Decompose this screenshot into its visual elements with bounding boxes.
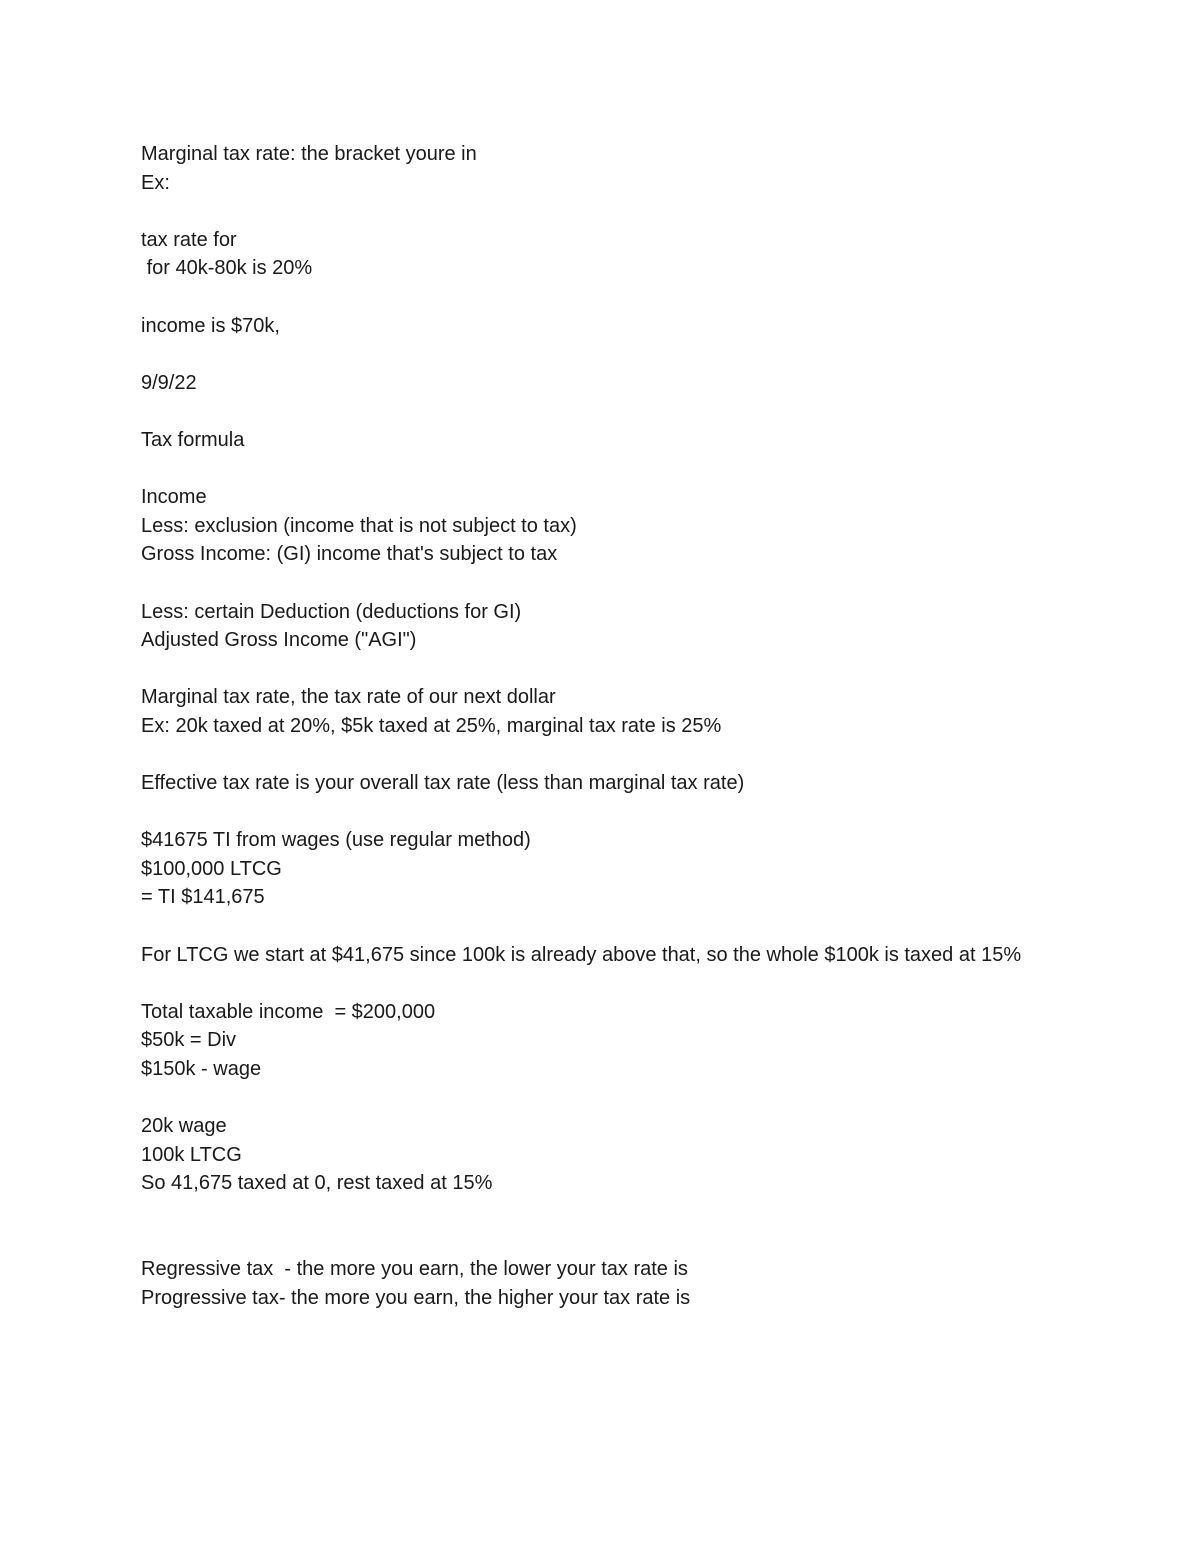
blank-line xyxy=(141,655,1061,684)
blank-line xyxy=(141,283,1061,312)
document-body xyxy=(141,140,1061,1312)
blank-line xyxy=(141,455,1061,484)
text-line-bracket-range: for 40k-80k is 20% xyxy=(141,257,313,280)
text-line-dividend: $50k = Div xyxy=(141,1029,237,1052)
text-line-date: 9/9/22 xyxy=(141,371,197,394)
text-line-ti-wages: $41675 TI from wages (use regular method) xyxy=(141,829,531,852)
text-line-income-70k: income is $70k, xyxy=(141,314,280,337)
blank-line xyxy=(141,197,1061,226)
text-line-gross-income: Gross Income: (GI) income that's subject to tax xyxy=(141,543,558,566)
blank-line xyxy=(141,340,1061,369)
text-line-less-exclusion: Less: exclusion (income that is not subject to tax) xyxy=(141,514,577,537)
blank-line xyxy=(141,397,1061,426)
text-line-marginal-next-dollar: Marginal tax rate, the tax rate of our next dollar xyxy=(141,686,556,709)
blank-line xyxy=(141,969,1061,998)
text-line-income: Income xyxy=(141,486,207,509)
text-line-agi: Adjusted Gross Income ("AGI") xyxy=(141,629,417,652)
text-line-progressive-tax: Progressive tax- the more you earn, the higher your tax rate is xyxy=(141,1286,691,1309)
blank-line xyxy=(141,912,1061,941)
text-line-ex: Ex: xyxy=(141,171,170,194)
text-line-taxed-at-zero: So 41,675 taxed at 0, rest taxed at 15% xyxy=(141,1172,493,1195)
blank-line xyxy=(141,798,1061,827)
text-line-ltcg-100k: $100,000 LTCG xyxy=(141,857,282,880)
text-line-tax-formula-heading: Tax formula xyxy=(141,428,245,451)
text-line-ti-total: = TI $141,675 xyxy=(141,886,265,909)
text-line-regressive-tax: Regressive tax - the more you earn, the lower your tax rate is xyxy=(141,1258,688,1281)
text-line-marginal-example: Ex: 20k taxed at 20%, $5k taxed at 25%, marginal tax rate is 25% xyxy=(141,714,722,737)
text-line-total-taxable-income: Total taxable income = $200,000 xyxy=(141,1000,436,1023)
blank-line xyxy=(141,1084,1061,1113)
blank-line xyxy=(141,740,1061,769)
text-line-wage-20k: 20k wage xyxy=(141,1115,227,1138)
text-line-ltcg-explanation: For LTCG we start at $41,675 since 100k is already above that, so the whole $100k is taxed at 15% xyxy=(141,943,1022,966)
blank-line xyxy=(141,1198,1061,1255)
text-line-tax-rate-for: tax rate for xyxy=(141,228,237,251)
text-line-wage-150k: $150k - wage xyxy=(141,1058,262,1080)
text-line-marginal-definition: Marginal tax rate: the bracket youre in xyxy=(141,143,477,165)
text-line-ltcg-100k-second: 100k LTCG xyxy=(141,1143,242,1166)
text-line-effective-rate: Effective tax rate is your overall tax rate (less than marginal tax rate) xyxy=(141,772,745,795)
text-line-less-deduction: Less: certain Deduction (deductions for GI) xyxy=(141,600,522,623)
blank-line xyxy=(141,569,1061,598)
